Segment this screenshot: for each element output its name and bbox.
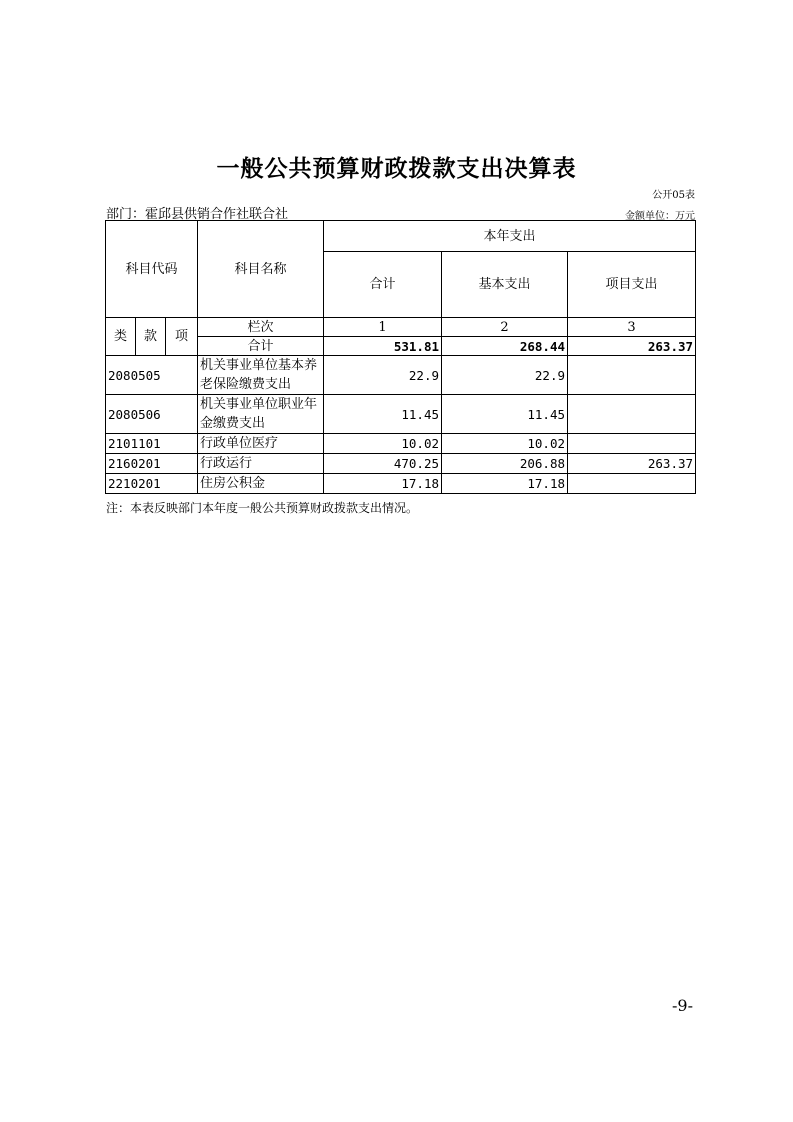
header-name: 科目名称 xyxy=(198,221,324,318)
row-code: 2160201 xyxy=(106,454,198,474)
row-name: 机关事业单位基本养老保险缴费支出 xyxy=(198,356,324,395)
page-number: -9- xyxy=(672,996,693,1015)
unit-label: 金额单位：万元 xyxy=(625,211,695,222)
row-total: 17.18 xyxy=(324,474,442,494)
table-row xyxy=(106,356,696,395)
column-index-2: 2 xyxy=(442,318,568,337)
row-total: 22.9 xyxy=(324,356,442,395)
table-row xyxy=(106,434,696,454)
row-project xyxy=(568,356,696,395)
row-name: 机关事业单位职业年金缴费支出 xyxy=(198,395,324,434)
row-total: 11.45 xyxy=(324,395,442,434)
row-total: 470.25 xyxy=(324,454,442,474)
page-title: 一般公共预算财政拨款支出决算表 xyxy=(216,156,577,182)
row-name: 住房公积金 xyxy=(198,474,324,494)
row-basic: 10.02 xyxy=(442,434,568,454)
column-index-3: 3 xyxy=(568,318,696,337)
row-project: 263.37 xyxy=(568,454,696,474)
row-code: 2080505 xyxy=(106,356,198,395)
column-label: 栏次 xyxy=(198,318,324,337)
total-basic: 268.44 xyxy=(442,337,568,356)
table-row xyxy=(106,474,696,494)
row-basic: 11.45 xyxy=(442,395,568,434)
row-code: 2101101 xyxy=(106,434,198,454)
row-basic: 22.9 xyxy=(442,356,568,395)
row-code: 2080506 xyxy=(106,395,198,434)
table-note: 注：本表反映部门本年度一般公共预算财政拨款支出情况。 xyxy=(106,501,419,515)
header-basic: 基本支出 xyxy=(442,252,568,318)
column-index-1: 1 xyxy=(324,318,442,337)
total-label: 合计 xyxy=(198,337,324,356)
header-kuan: 款 xyxy=(136,318,166,356)
header-current-year: 本年支出 xyxy=(324,221,696,252)
row-name: 行政运行 xyxy=(198,454,324,474)
row-project xyxy=(568,395,696,434)
header-lei: 类 xyxy=(106,318,136,356)
total-project: 263.37 xyxy=(568,337,696,356)
table-row xyxy=(106,395,696,434)
row-name: 行政单位医疗 xyxy=(198,434,324,454)
row-basic: 17.18 xyxy=(442,474,568,494)
row-project xyxy=(568,474,696,494)
row-code: 2210201 xyxy=(106,474,198,494)
header-project: 项目支出 xyxy=(568,252,696,318)
header-total: 合计 xyxy=(324,252,442,318)
header-xiang: 项 xyxy=(166,318,198,356)
header-code: 科目代码 xyxy=(106,221,198,318)
row-total: 10.02 xyxy=(324,434,442,454)
expenditure-table xyxy=(105,220,696,494)
row-basic: 206.88 xyxy=(442,454,568,474)
form-number: 公开05表 xyxy=(652,190,695,201)
table-row xyxy=(106,454,696,474)
department-label: 部门：霍邱县供销合作社联合社 xyxy=(106,207,289,222)
row-project xyxy=(568,434,696,454)
total-amount: 531.81 xyxy=(324,337,442,356)
